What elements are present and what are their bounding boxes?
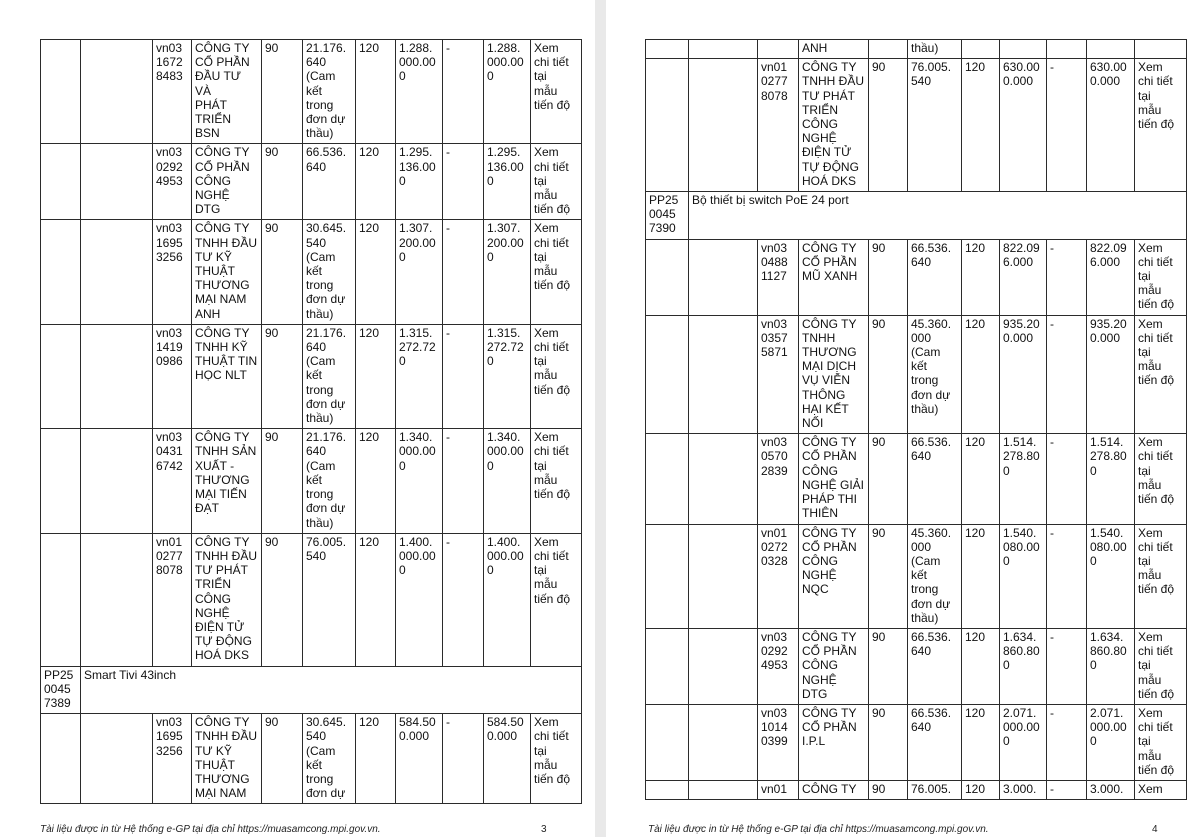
schedule-detail: Xem chi tiết tại mẫu tiến độ: [531, 714, 582, 804]
bidder-code: vn03 1695 3256: [153, 714, 192, 804]
schedule-detail: [1135, 40, 1187, 59]
discount: -: [443, 533, 484, 666]
validity-days: 90: [869, 59, 908, 192]
bid-row: [41, 220, 582, 324]
empty-cell: [689, 704, 758, 780]
bid-price: 1.514. 278.80 0: [1000, 434, 1047, 524]
schedule-detail: Xem chi tiết tại mẫu tiến độ: [1135, 315, 1187, 434]
delivery-days: 120: [356, 714, 396, 804]
bid-row: [41, 533, 582, 666]
empty-cell: [41, 144, 81, 220]
bid-row: [646, 704, 1187, 780]
page-left: [0, 0, 595, 837]
footer-text: Tài liệu được in từ Hệ thống e-GP tại địa chỉ https://muasamcong.mpi.gov.vn.: [648, 824, 989, 835]
bidder-code: vn01 0277 8078: [153, 533, 192, 666]
validity-days: 90: [262, 40, 303, 144]
bid-row: [646, 434, 1187, 524]
schedule-detail: Xem chi tiết tại mẫu tiến độ: [531, 533, 582, 666]
bidder-name: ANH: [799, 40, 869, 59]
bid-security: 76.005.: [908, 780, 962, 799]
schedule-detail: Xem chi tiết tại mẫu tiến độ: [1135, 434, 1187, 524]
discount: -: [1047, 628, 1087, 704]
bid-table-right: [645, 39, 1187, 800]
final-price: 1.288. 000.00 0: [484, 40, 531, 144]
bid-price: [1000, 40, 1047, 59]
bidder-name: CÔNG TY TNHH ĐẦU TƯ KỸ THUẬT THƯƠNG MẠI NAM ANH: [192, 220, 262, 324]
empty-cell: [81, 144, 153, 220]
validity-days: 90: [262, 714, 303, 804]
bidder-name: CÔNG TY CỔ PHẦN ĐẦU TƯ VÀ PHÁT TRIỂN BSN: [192, 40, 262, 144]
bidder-name: CÔNG TY TNHH ĐẦU TƯ PHÁT TRIỂN CÔNG NGHỆ ĐIỆN TỬ TỰ ĐỘNG HOÁ DKS: [192, 533, 262, 666]
empty-cell: [646, 40, 689, 59]
bid-row: [646, 59, 1187, 192]
final-price: 1.315. 272.72 0: [484, 324, 531, 428]
bid-security: 66.536. 640: [303, 144, 356, 220]
discount: [1047, 40, 1087, 59]
schedule-detail: Xem chi tiết tại mẫu tiến độ: [531, 429, 582, 533]
schedule-detail: Xem chi tiết tại mẫu tiến độ: [531, 220, 582, 324]
empty-cell: [41, 324, 81, 428]
validity-days: 90: [869, 315, 908, 434]
bid-price: 1.288. 000.00 0: [396, 40, 443, 144]
validity-days: 90: [869, 704, 908, 780]
bid-row: [646, 315, 1187, 434]
bid-row: [41, 429, 582, 533]
delivery-days: 120: [356, 533, 396, 666]
bidder-code: vn03 0357 5871: [758, 315, 799, 434]
lot-code: PP25 0045 7390: [646, 192, 689, 240]
validity-days: 90: [262, 220, 303, 324]
final-price: 1.514. 278.80 0: [1087, 434, 1135, 524]
bid-table-left: [40, 39, 582, 804]
bidder-code: vn03 0488 1127: [758, 239, 799, 315]
bidder-name: CÔNG TY TNHH THƯƠNG MẠI DỊCH VỤ VIỄN THÔNG HẠI KẾT NỐI: [799, 315, 869, 434]
schedule-detail: Xem chi tiết tại mẫu tiến độ: [531, 144, 582, 220]
bid-security: 76.005. 540: [303, 533, 356, 666]
schedule-detail: Xem chi tiết tại mẫu tiến độ: [1135, 704, 1187, 780]
discount: -: [1047, 59, 1087, 192]
delivery-days: 120: [962, 704, 1000, 780]
lot-code: PP25 0045 7389: [41, 666, 81, 714]
bidder-name: CÔNG TY CỔ PHẦN CÔNG NGHỆ NQC: [799, 524, 869, 628]
bid-security: thầu): [908, 40, 962, 59]
bid-price: 935.20 0.000: [1000, 315, 1047, 434]
page-right: [606, 0, 1200, 837]
bid-security: 30.645. 540 (Cam kết trong đơn dự thầu): [303, 220, 356, 324]
validity-days: 90: [869, 434, 908, 524]
final-price: 1.307. 200.00 0: [484, 220, 531, 324]
empty-cell: [646, 239, 689, 315]
bid-security: 21.176. 640 (Cam kết trong đơn dự thầu): [303, 429, 356, 533]
bid-price: 1.400. 000.00 0: [396, 533, 443, 666]
delivery-days: 120: [962, 628, 1000, 704]
schedule-detail: Xem chi tiết tại mẫu tiến độ: [1135, 239, 1187, 315]
empty-cell: [81, 533, 153, 666]
empty-cell: [41, 429, 81, 533]
bid-price: 1.540. 080.00 0: [1000, 524, 1047, 628]
empty-cell: [689, 524, 758, 628]
discount: -: [1047, 780, 1087, 799]
final-price: 1.634. 860.80 0: [1087, 628, 1135, 704]
empty-cell: [41, 220, 81, 324]
bidder-code: vn03 1014 0399: [758, 704, 799, 780]
empty-cell: [646, 524, 689, 628]
final-price: [1087, 40, 1135, 59]
bid-security: 76.005. 540: [908, 59, 962, 192]
empty-cell: [689, 628, 758, 704]
bid-row: [646, 780, 1187, 799]
bidder-code: vn03 0292 4953: [153, 144, 192, 220]
delivery-days: 120: [356, 220, 396, 324]
validity-days: [869, 40, 908, 59]
bidder-name: CÔNG TY CỔ PHẦN CÔNG NGHỆ DTG: [192, 144, 262, 220]
bid-security: 21.176. 640 (Cam kết trong đơn dự thầu): [303, 40, 356, 144]
validity-days: 90: [262, 429, 303, 533]
empty-cell: [689, 780, 758, 799]
bidder-code: vn03 1672 8483: [153, 40, 192, 144]
page-number: 3: [541, 824, 547, 835]
lot-header-row: [41, 666, 582, 714]
discount: -: [1047, 434, 1087, 524]
bidder-name: CÔNG TY CỔ PHẦN I.P.L: [799, 704, 869, 780]
final-price: 3.000.: [1087, 780, 1135, 799]
bid-row: [41, 144, 582, 220]
lot-title: Smart Tivi 43inch: [81, 666, 582, 714]
delivery-days: 120: [962, 59, 1000, 192]
delivery-days: 120: [962, 239, 1000, 315]
validity-days: 90: [262, 144, 303, 220]
bidder-code: vn01 0272 0328: [758, 524, 799, 628]
bid-security: 30.645. 540 (Cam kết trong đơn dự: [303, 714, 356, 804]
empty-cell: [646, 780, 689, 799]
bidder-code: vn03 0431 6742: [153, 429, 192, 533]
discount: -: [1047, 524, 1087, 628]
lot-header-row: [646, 192, 1187, 240]
bid-security: 45.360. 000 (Cam kết trong đơn dự thầu): [908, 524, 962, 628]
discount: -: [443, 220, 484, 324]
schedule-detail: Xem chi tiết tại mẫu tiến độ: [531, 40, 582, 144]
bid-price: 1.315. 272.72 0: [396, 324, 443, 428]
empty-cell: [689, 59, 758, 192]
delivery-days: [962, 40, 1000, 59]
schedule-detail: Xem chi tiết tại mẫu tiến độ: [1135, 524, 1187, 628]
empty-cell: [689, 315, 758, 434]
validity-days: 90: [869, 239, 908, 315]
delivery-days: 120: [356, 40, 396, 144]
bid-price: 3.000.: [1000, 780, 1047, 799]
bid-security: 21.176. 640 (Cam kết trong đơn dự thầu): [303, 324, 356, 428]
page-number: 4: [1152, 824, 1158, 835]
final-price: 935.20 0.000: [1087, 315, 1135, 434]
footer-text: Tài liệu được in từ Hệ thống e-GP tại địa chỉ https://muasamcong.mpi.gov.vn.: [40, 824, 381, 835]
empty-cell: [81, 714, 153, 804]
discount: -: [443, 429, 484, 533]
bid-row: [646, 239, 1187, 315]
discount: -: [443, 40, 484, 144]
empty-cell: [41, 714, 81, 804]
bidder-code: [758, 40, 799, 59]
final-price: 630.00 0.000: [1087, 59, 1135, 192]
bidder-name: CÔNG TY CỔ PHẦN MŨ XANH: [799, 239, 869, 315]
bid-row: [41, 40, 582, 144]
validity-days: 90: [262, 533, 303, 666]
bid-row: [41, 324, 582, 428]
discount: -: [443, 324, 484, 428]
bid-price: 630.00 0.000: [1000, 59, 1047, 192]
bid-price: 1.634. 860.80 0: [1000, 628, 1047, 704]
bid-price: 1.295. 136.00 0: [396, 144, 443, 220]
final-price: 1.540. 080.00 0: [1087, 524, 1135, 628]
delivery-days: 120: [356, 429, 396, 533]
bid-security: 66.536. 640: [908, 704, 962, 780]
bidder-code: vn03 1419 0986: [153, 324, 192, 428]
schedule-detail: Xem chi tiết tại mẫu tiến độ: [1135, 59, 1187, 192]
discount: -: [1047, 239, 1087, 315]
empty-cell: [81, 429, 153, 533]
bidder-name: CÔNG TY CỔ PHẦN CÔNG NGHỆ GIẢI PHÁP THI THIÊN: [799, 434, 869, 524]
bid-price: 584.50 0.000: [396, 714, 443, 804]
empty-cell: [689, 40, 758, 59]
bidder-name: CÔNG TY TNHH SẢN XUẤT - THƯƠNG MẠI TIẾN ĐẠT: [192, 429, 262, 533]
discount: -: [1047, 315, 1087, 434]
bid-security: 45.360. 000 (Cam kết trong đơn dự thầu): [908, 315, 962, 434]
bidder-code: vn01: [758, 780, 799, 799]
final-price: 2.071. 000.00 0: [1087, 704, 1135, 780]
final-price: 1.340. 000.00 0: [484, 429, 531, 533]
bid-security: 66.536. 640: [908, 239, 962, 315]
bidder-name: CÔNG TY: [799, 780, 869, 799]
bidder-code: vn03 0292 4953: [758, 628, 799, 704]
empty-cell: [81, 220, 153, 324]
bid-row: [646, 40, 1187, 59]
delivery-days: 120: [962, 434, 1000, 524]
bidder-name: CÔNG TY TNHH ĐẦU TƯ KỸ THUẬT THƯƠNG MẠI NAM: [192, 714, 262, 804]
empty-cell: [81, 40, 153, 144]
bid-row: [646, 524, 1187, 628]
schedule-detail: Xem chi tiết tại mẫu tiến độ: [531, 324, 582, 428]
final-price: 822.09 6.000: [1087, 239, 1135, 315]
discount: -: [443, 144, 484, 220]
validity-days: 90: [869, 780, 908, 799]
delivery-days: 120: [962, 315, 1000, 434]
empty-cell: [646, 59, 689, 192]
empty-cell: [646, 315, 689, 434]
bidder-code: vn01 0277 8078: [758, 59, 799, 192]
validity-days: 90: [262, 324, 303, 428]
empty-cell: [646, 704, 689, 780]
lot-title: Bộ thiết bị switch PoE 24 port: [689, 192, 1187, 240]
validity-days: 90: [869, 628, 908, 704]
empty-cell: [41, 40, 81, 144]
discount: -: [443, 714, 484, 804]
bid-security: 66.536. 640: [908, 434, 962, 524]
bidder-code: vn03 0570 2839: [758, 434, 799, 524]
bid-row: [41, 714, 582, 804]
bidder-code: vn03 1695 3256: [153, 220, 192, 324]
bid-price: 1.307. 200.00 0: [396, 220, 443, 324]
final-price: 1.295. 136.00 0: [484, 144, 531, 220]
bid-price: 1.340. 000.00 0: [396, 429, 443, 533]
empty-cell: [646, 434, 689, 524]
delivery-days: 120: [962, 780, 1000, 799]
final-price: 584.50 0.000: [484, 714, 531, 804]
bid-price: 2.071. 000.00 0: [1000, 704, 1047, 780]
empty-cell: [646, 628, 689, 704]
validity-days: 90: [869, 524, 908, 628]
delivery-days: 120: [962, 524, 1000, 628]
bidder-name: CÔNG TY CỔ PHẦN CÔNG NGHỆ DTG: [799, 628, 869, 704]
delivery-days: 120: [356, 144, 396, 220]
final-price: 1.400. 000.00 0: [484, 533, 531, 666]
empty-cell: [689, 239, 758, 315]
bidder-name: CÔNG TY TNHH KỸ THUẬT TIN HỌC NLT: [192, 324, 262, 428]
bidder-name: CÔNG TY TNHH ĐẦU TƯ PHÁT TRIỂN CÔNG NGHỆ ĐIỆN TỬ TỰ ĐỘNG HOÁ DKS: [799, 59, 869, 192]
schedule-detail: Xem: [1135, 780, 1187, 799]
delivery-days: 120: [356, 324, 396, 428]
schedule-detail: Xem chi tiết tại mẫu tiến độ: [1135, 628, 1187, 704]
empty-cell: [41, 533, 81, 666]
discount: -: [1047, 704, 1087, 780]
bid-security: 66.536. 640: [908, 628, 962, 704]
empty-cell: [689, 434, 758, 524]
bid-row: [646, 628, 1187, 704]
bid-price: 822.09 6.000: [1000, 239, 1047, 315]
empty-cell: [81, 324, 153, 428]
